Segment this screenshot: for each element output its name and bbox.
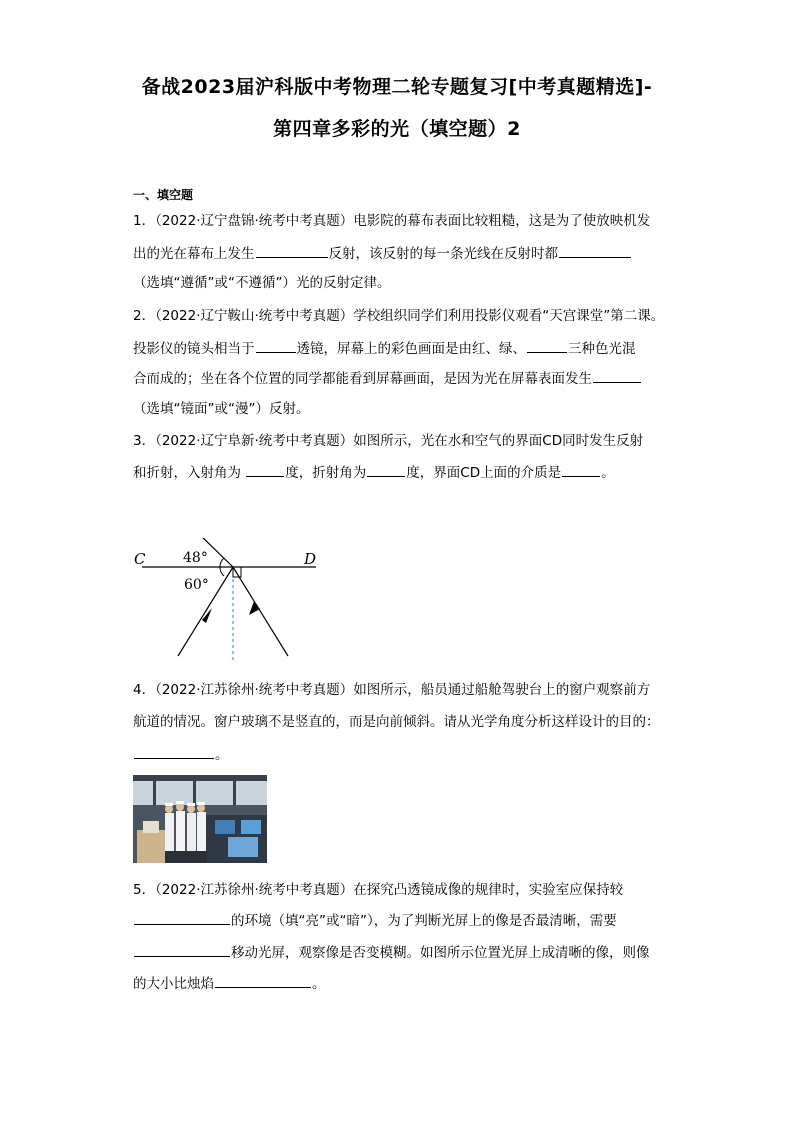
q1-text-a: 出的光在幕布上发生 (133, 246, 255, 262)
q2-text-b: 透镜，屏幕上的彩色画面是由红、绿、 (296, 341, 526, 357)
q4-text-end: 。 (215, 747, 229, 763)
q2-blank-3[interactable] (593, 368, 641, 383)
q5-blank-3[interactable] (215, 973, 311, 988)
q3-blank-3[interactable] (562, 462, 600, 477)
q3-line1: 3．（2022·辽宁阜新·统考中考真题）如图所示，光在水和空气的界面CD同时发生反射 (133, 433, 644, 449)
q2-text-d: 合而成的；坐在各个位置的同学都能看到屏幕画面，是因为光在屏幕表面发生 (133, 371, 592, 387)
q3-text-c: 度，界面CD上面的介质是 (406, 465, 562, 481)
q3-blank-1[interactable] (246, 462, 284, 477)
q5-line4 (133, 973, 326, 994)
q1-text-b: 反射，该反射的每一条光线在反射时都 (328, 246, 558, 262)
angle-bottom-label: 60° (184, 577, 209, 593)
angle-top-label: 48° (183, 550, 208, 566)
q3-text-a: 和折射，入射角为 (133, 465, 246, 481)
page-title-line1: 备战2023届沪科版中考物理二轮专题复习[中考真题精选]- (141, 76, 653, 98)
q4-line1: 4．（2022·江苏徐州·统考中考真题）如图所示，船员通过船舱驾驶台上的窗户观察前方 (133, 682, 651, 698)
section-heading: 一、填空题 (133, 188, 194, 202)
label-d: D (304, 550, 317, 568)
q1-blank-1[interactable] (256, 243, 328, 258)
q4-line2: 航道的情况。窗户玻璃不是竖直的，而是向前倾斜。请从光学角度分析这样设计的目的： (133, 714, 660, 730)
q2-blank-1[interactable] (256, 338, 296, 353)
ship-bridge-photo (133, 775, 267, 863)
q3-blank-2[interactable] (367, 462, 405, 477)
page-title-line2: 第四章多彩的光（填空题）2 (273, 118, 521, 140)
refraction-diagram (128, 538, 328, 663)
incident-ray (233, 567, 288, 656)
q5-text-c: 的大小比烛焰 (133, 976, 214, 992)
q5-text-b: 移动光屏，观察像是否变模糊。如图所示位置光屏上成清晰的像，则像 (231, 945, 650, 961)
q4-line3 (133, 744, 229, 765)
q5-blank-2[interactable] (134, 942, 230, 957)
q2-line1: 2．（2022·辽宁鞍山·统考中考真题）学校组织同学们利用投影仪观看“天宫课堂”第二课。 (133, 308, 665, 324)
label-c: C (134, 550, 146, 568)
q5-blank-1[interactable] (134, 910, 230, 925)
q5-line1: 5．（2022·江苏徐州·统考中考真题）在探究凸透镜成像的规律时，实验室应保持较 (133, 882, 624, 898)
q2-line4: （选填“镜面”或“漫”）反射。 (133, 401, 310, 417)
q1-line3: （选填“遵循”或“不遵循”）光的反射定律。 (133, 275, 391, 291)
q5-line3 (133, 942, 650, 963)
q5-text-a: 的环境（填“亮”或“暗”），为了判断光屏上的像是否最清晰，需要 (231, 913, 617, 929)
q3-text-b: 度，折射角为 (285, 465, 367, 481)
q1-line1: 1．（2022·辽宁盘锦·统考中考真题）电影院的幕布表面比较粗糙，这是为了使放映机发 (133, 213, 651, 229)
q5-text-d: 。 (312, 976, 326, 992)
q1-line2 (133, 243, 632, 264)
q3-text-d: 。 (601, 465, 615, 481)
q2-line3 (133, 368, 642, 389)
q1-blank-2[interactable] (559, 243, 631, 258)
q2-blank-2[interactable] (527, 338, 567, 353)
q5-line2 (133, 910, 617, 931)
q2-line2 (133, 338, 636, 359)
incident-arrow (249, 601, 260, 615)
q4-blank-1[interactable] (134, 744, 214, 759)
q2-text-a: 投影仪的镜头相当于 (133, 341, 255, 357)
q2-text-c: 三种色光混 (568, 341, 636, 357)
q3-line2 (133, 462, 615, 483)
